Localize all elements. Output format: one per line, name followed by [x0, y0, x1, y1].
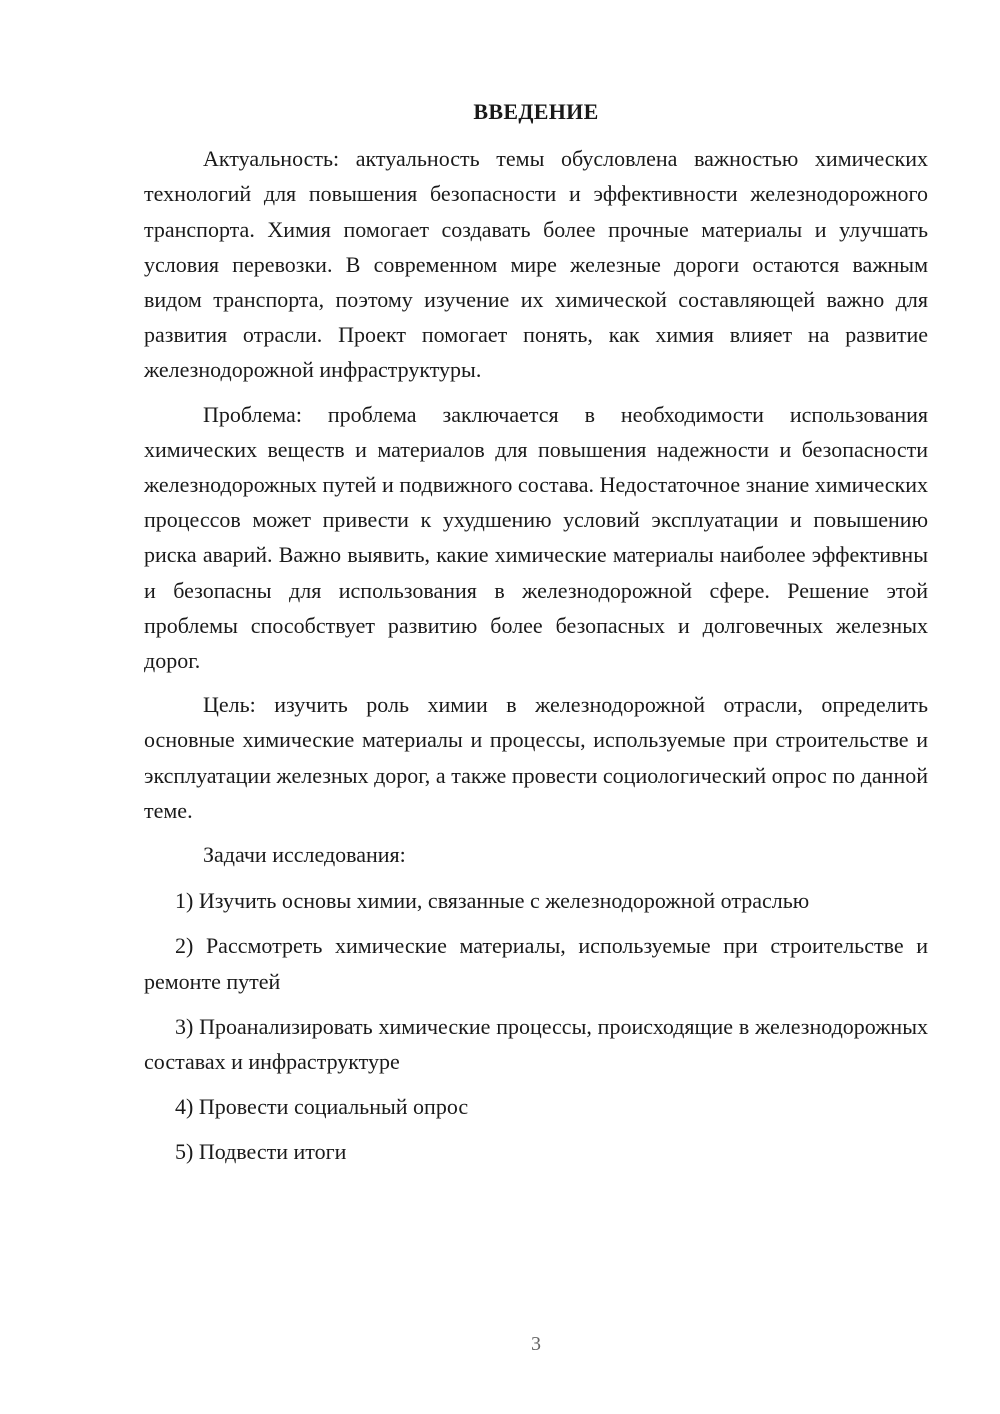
- task-item-2: 2) Рассмотреть химические материалы, используемые при строительстве и ремонте путей: [144, 933, 928, 994]
- paragraph-goal: Цель: изучить роль химии в железнодорожной отрасли, определить основные химические материалы и процессы, используемые при строительстве и эксплуатации железных дорог, а также провести социологический опрос по данной теме.: [144, 692, 928, 823]
- page-body: [144, 94, 928, 1180]
- paragraph-relevance: Актуальность: актуальность темы обусловлена важностью химических технологий для повышения безопасности и эффективности железнодорожного транспорта. Химия помогает создавать более прочные материалы и улучшать условия перевозки. В современном мире железные дороги остаются важным видом транспорта, поэтому изучение их химической составляющей важно для развития отрасли. Проект помогает понять, как химия влияет на развитие железнодорожной инфраструктуры.: [144, 146, 928, 383]
- task-item-4: 4) Провести социальный опрос: [175, 1094, 469, 1120]
- paragraph-problem: Проблема: проблема заключается в необходимости использования химических веществ и материалов для повышения надежности и безопасности железнодорожных путей и подвижного состава. Недостаточное знание химических процессов может привести к ухудшению условий эксплуатации и повышению риска аварий. Важно выявить, какие химические материалы наиболее эффективны и безопасны для использования в железнодорожной сфере. Решение этой проблемы способствует развитию более безопасных и долговечных железных дорог.: [144, 401, 928, 674]
- task-item-1: 1) Изучить основы химии, связанные с железнодорожной отраслью: [175, 888, 810, 914]
- task-item-5: 5) Подвести итоги: [175, 1139, 347, 1165]
- task-item-3: 3) Проанализировать химические процессы, происходящие в железнодорожных составах и инфраструктуре: [144, 1013, 928, 1075]
- tasks-heading: Задачи исследования:: [203, 842, 406, 868]
- page-number: 3: [531, 1333, 541, 1355]
- section-title: ВВЕДЕНИЕ: [473, 99, 599, 124]
- tasks-list: [144, 883, 928, 1169]
